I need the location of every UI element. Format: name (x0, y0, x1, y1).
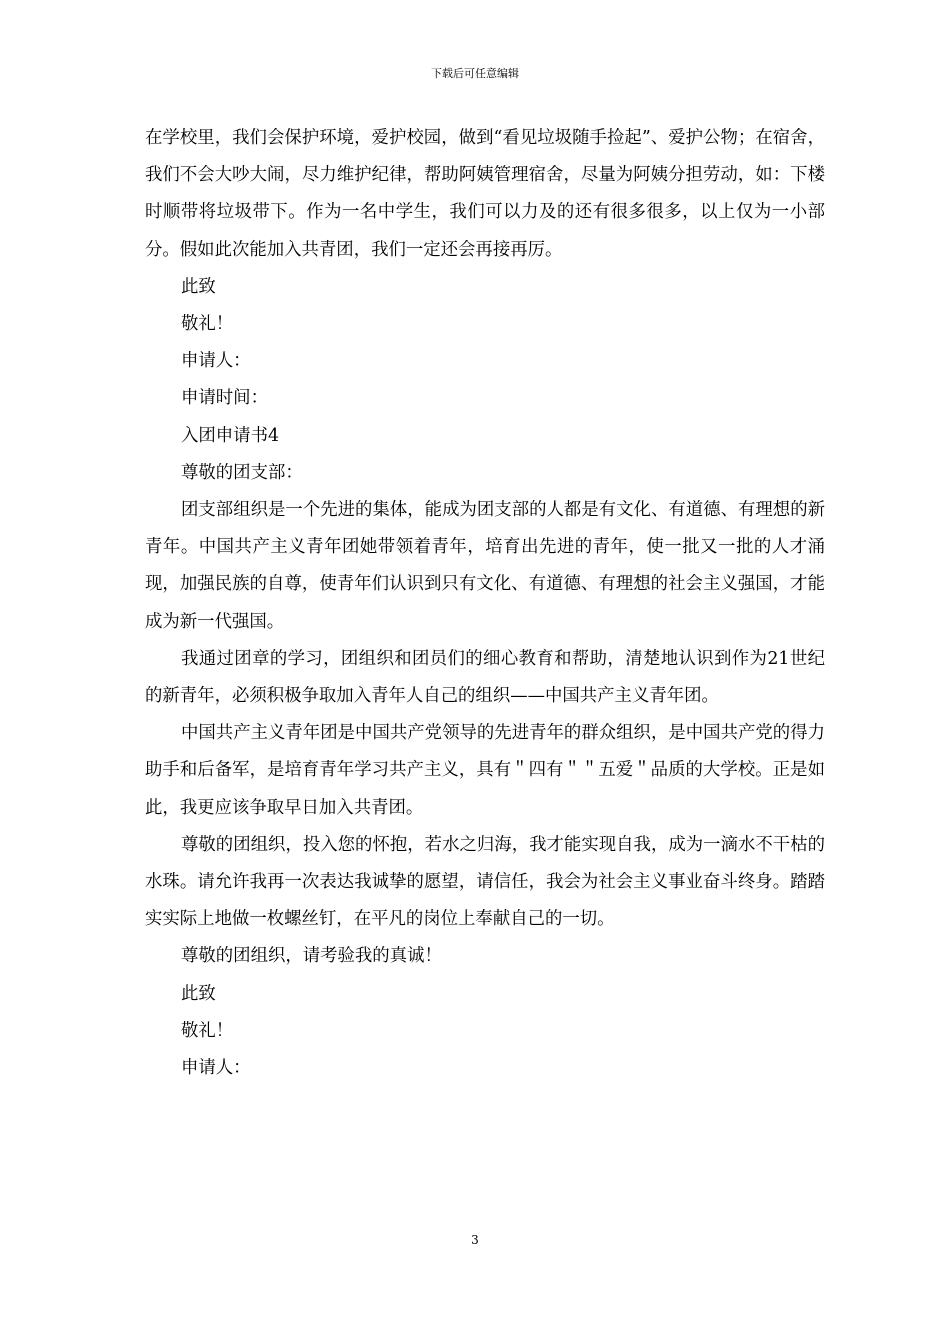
paragraph: 我通过团章的学习，团组织和团员们的细心教育和帮助，清楚地认识到作为21世纪的新青年，必须积极争取加入青年人自己的组织——中国共产主义青年团。 (145, 648, 825, 707)
paragraph: 尊敬的团组织，投入您的怀抱，若水之归海，我才能实现自我，成为一滴水不干枯的水珠。请允许我再一次表达我诚挚的愿望，请信任，我会为社会主义事业奋斗终身。踏踏实实际上地做一枚螺丝钉，在平凡的岗位上奉献自己的一切。 (145, 834, 825, 930)
paragraph: 此致 (181, 276, 216, 297)
section-title: 入团申请书4 (181, 425, 280, 446)
salutation: 尊敬的团支部： (181, 462, 303, 483)
page-number: 3 (471, 1233, 479, 1247)
document-body (145, 120, 825, 1087)
paragraph: 申请人： (181, 1058, 251, 1079)
paragraph: 申请时间： (181, 388, 268, 409)
paragraph: 尊敬的团组织，请考验我的真诚！ (181, 946, 442, 967)
paragraph: 团支部组织是一个先进的集体，能成为团支部的人都是有文化、有道德、有理想的新青年。中国共产主义青年团她带领着青年，培育出先进的青年，使一批又一批的人才涌现，加强民族的自尊，使青年们认识到只有文化、有道德、有理想的社会主义强国，才能成为新一代强国。 (145, 500, 825, 632)
paragraph: 在学校里，我们会保护环境，爱护校园，做到“看见垃圾随手捡起”、爱护公物；在宿舍，我们不会大吵大闹，尽力维护纪律，帮助阿姨管理宿舍，尽量为阿姨分担劳动，如：下楼时顺带将垃圾带下。作为一名中学生，我们可以力及的还有很多很多，以上仅为一小部分。假如此次能加入共青团，我们一定还会再接再厉。 (145, 128, 825, 260)
paragraph: 申请人： (181, 351, 251, 372)
page-header: 下载后可任意编辑 (431, 67, 519, 80)
paragraph: 敬礼！ (181, 1020, 234, 1041)
paragraph: 敬礼！ (181, 314, 234, 335)
paragraph: 此致 (181, 983, 216, 1004)
paragraph: 中国共产主义青年团是中国共产党领导的先进青年的群众组织，是中国共产党的得力助手和后备军，是培育青年学习共产主义，具有＂四有＂＂五爱＂品质的大学校。正是如此，我更应该争取早日加入共青团。 (145, 723, 825, 818)
